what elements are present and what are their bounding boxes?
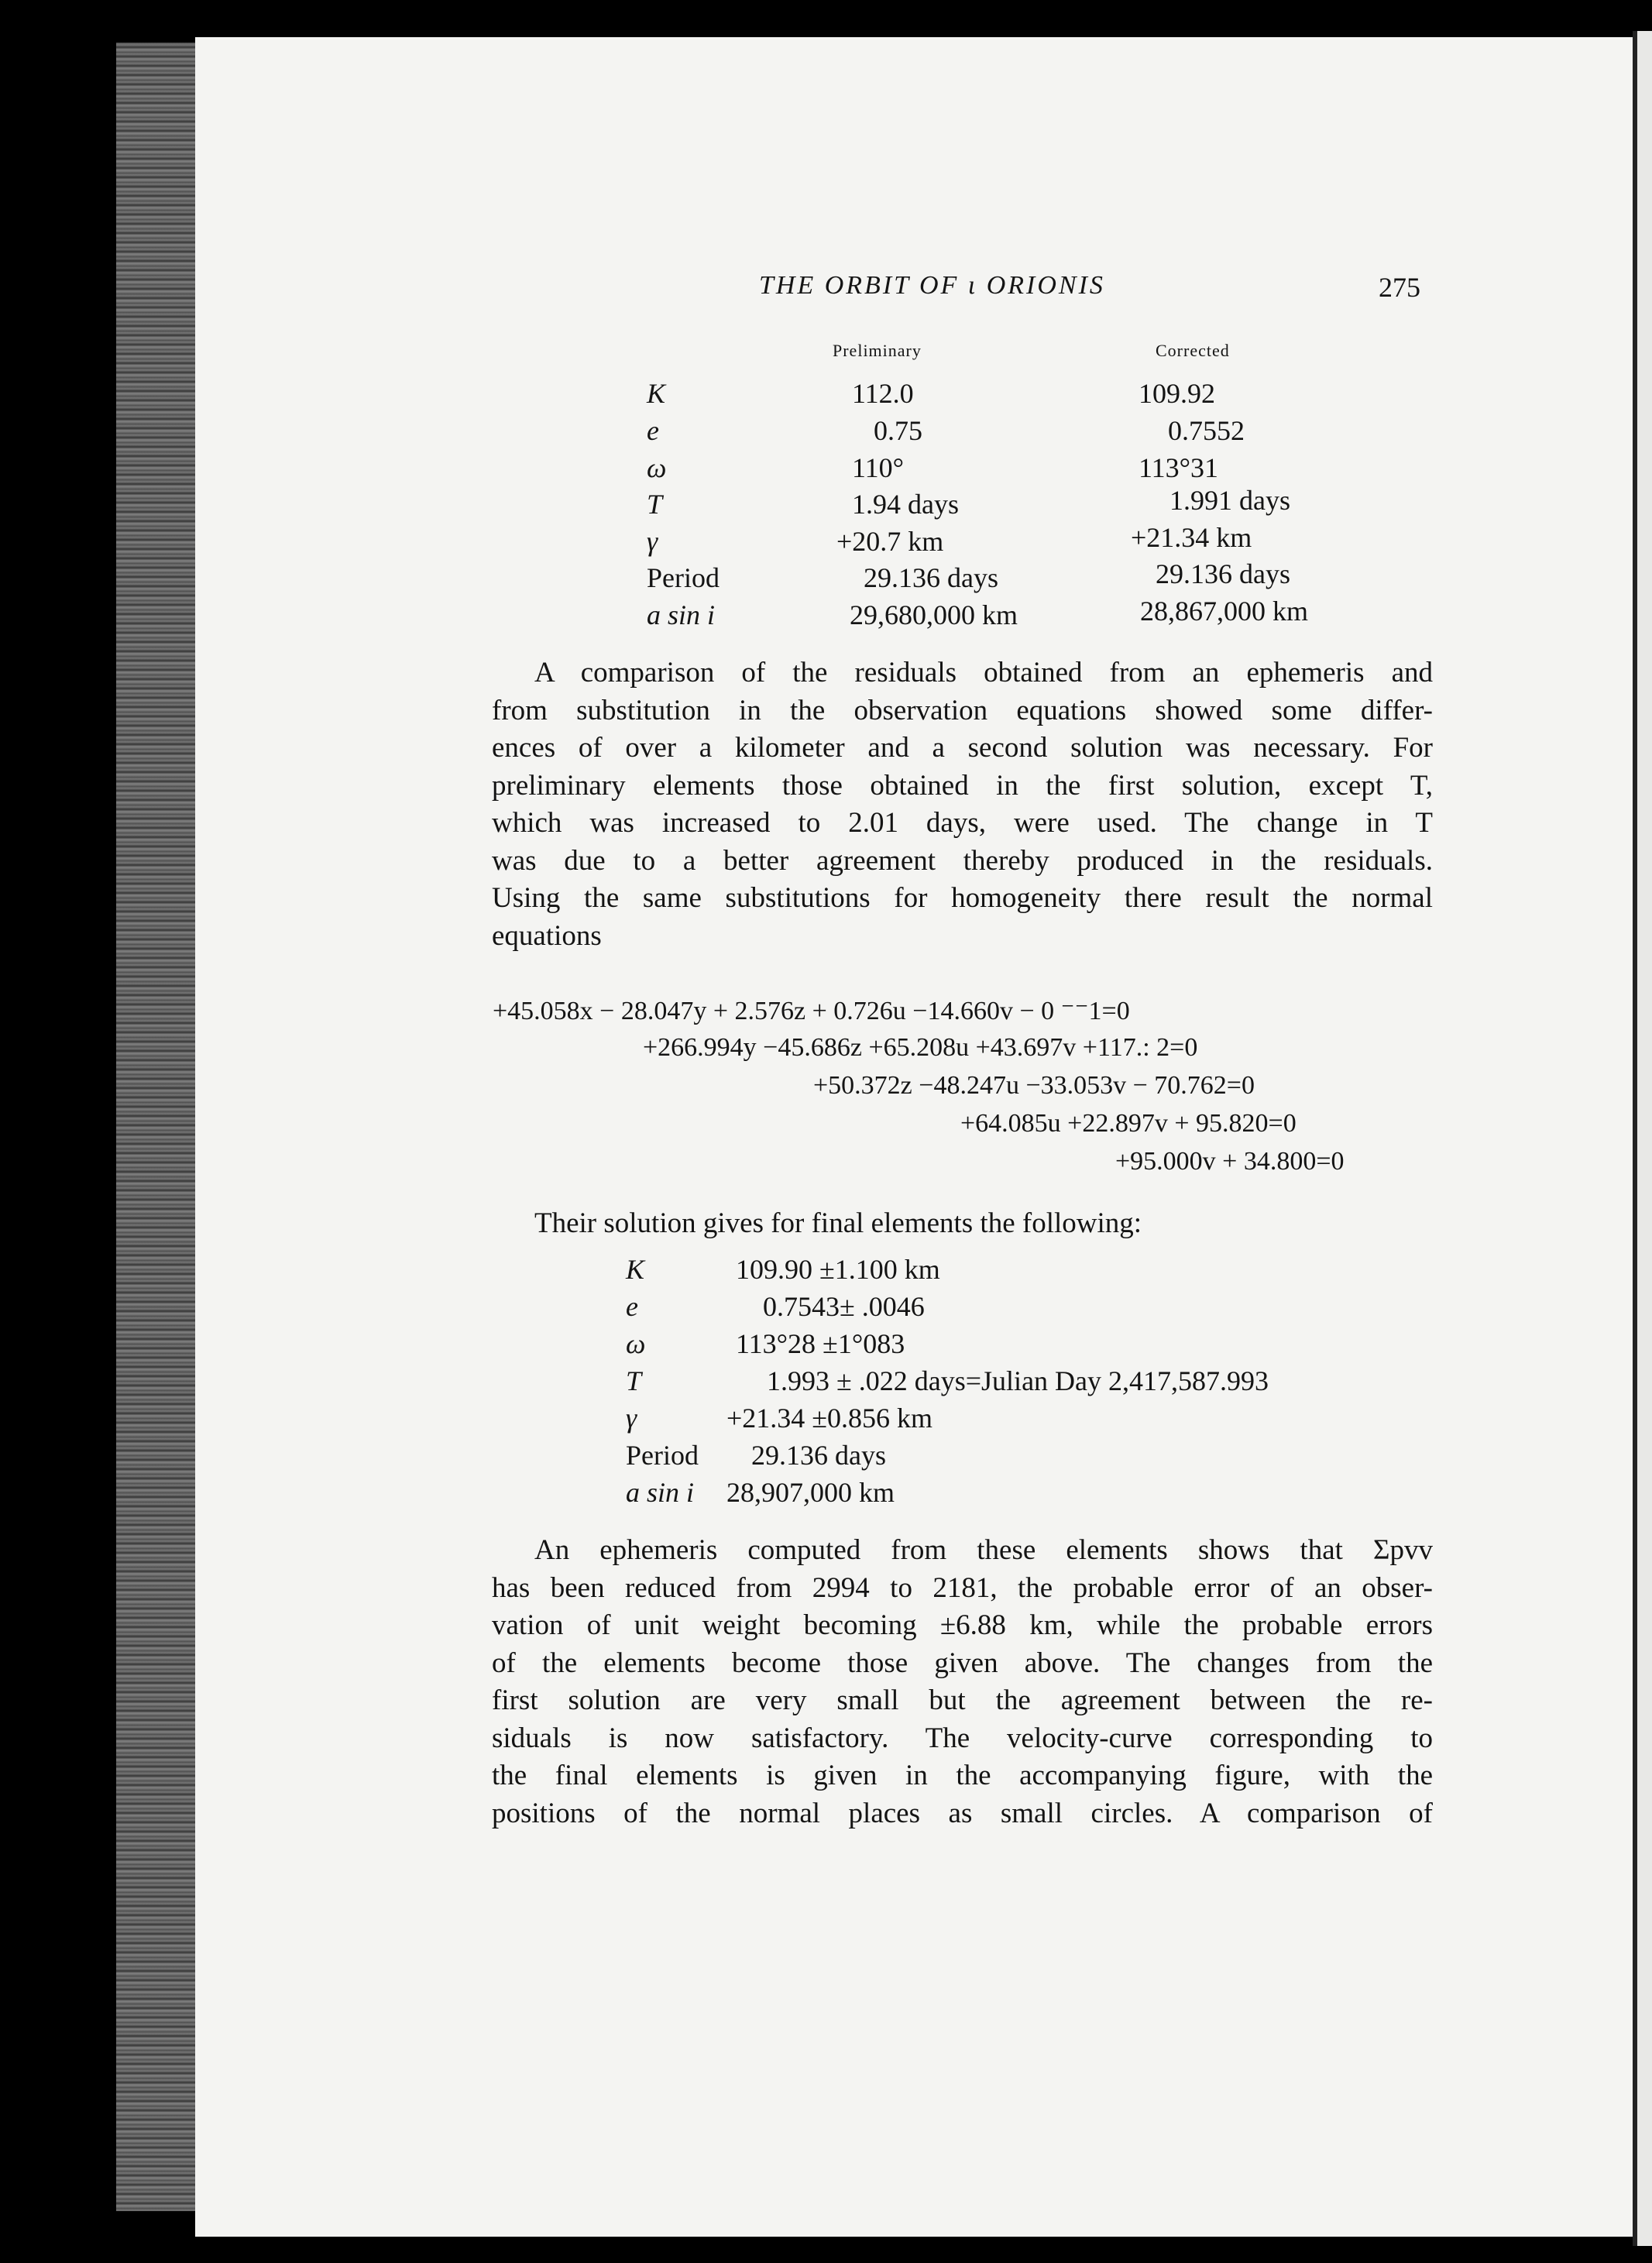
- table-row-symbol: a sin i: [647, 599, 716, 630]
- final-element-symbol: e: [626, 1291, 638, 1322]
- running-title: THE ORBIT OF ι ORIONIS: [759, 271, 1105, 300]
- table-row-symbol: e: [647, 415, 659, 446]
- final-element-symbol: T: [626, 1365, 642, 1396]
- final-element-symbol: Period: [626, 1440, 699, 1471]
- table-cell-preliminary: +20.7 km: [836, 526, 944, 557]
- text-line: ences of over a kilometer and a second solution was necessary. For: [492, 732, 1433, 764]
- table-cell-corrected: 29.136 days: [1156, 558, 1290, 589]
- table-cell-corrected: 113°31: [1139, 452, 1219, 483]
- table-cell-preliminary: 0.75: [874, 415, 922, 446]
- book-page: [195, 37, 1636, 2237]
- text-line: positions of the normal places as small circles. A comparison of: [492, 1797, 1433, 1829]
- table-row-symbol: K: [647, 378, 666, 409]
- final-element-value: 28,907,000 km: [726, 1477, 895, 1508]
- scan-binding-edge: [116, 43, 201, 2211]
- final-element-symbol: ω: [626, 1328, 646, 1359]
- text-line: A comparison of the residuals obtained from an ephemeris and: [534, 657, 1433, 689]
- final-element-value: 0.7543± .0046: [763, 1291, 925, 1322]
- text-line: first solution are very small but the agreement between the re-: [492, 1684, 1433, 1716]
- paragraph-ephemeris: [492, 1532, 1433, 1832]
- table-cell-preliminary: 1.94 days: [852, 489, 959, 520]
- page-number: 275: [1379, 272, 1420, 303]
- table-cell-preliminary: 29,680,000 km: [850, 599, 1018, 630]
- text-line: An ephemeris computed from these elements shows that Σpvv: [534, 1534, 1433, 1566]
- text-line: Using the same substitutions for homogeneity there result the normal: [492, 882, 1433, 914]
- table-cell-preliminary: 112.0: [852, 378, 914, 409]
- final-elements-intro: Their solution gives for final elements the following:: [534, 1207, 1142, 1239]
- table-cell-corrected: 1.991 days: [1169, 485, 1290, 516]
- final-element-symbol: γ: [626, 1403, 637, 1434]
- table-cell-corrected: 109.92: [1139, 378, 1215, 409]
- equation-line: +266.994y −45.686z +65.208u +43.697v +117.: 2=0: [643, 1033, 1198, 1062]
- text-line: of the elements become those given above. The changes from the: [492, 1647, 1433, 1679]
- final-element-value: 29.136 days: [751, 1440, 886, 1471]
- column-header-preliminary: Preliminary: [833, 341, 922, 360]
- text-line: vation of unit weight becoming ±6.88 km, while the probable errors: [492, 1609, 1433, 1641]
- text-line: preliminary elements those obtained in the first solution, except T,: [492, 769, 1433, 802]
- table-cell-corrected: 0.7552: [1168, 415, 1245, 446]
- table-row-symbol: ω: [647, 452, 667, 483]
- text-line: the final elements is given in the accompanying figure, with the: [492, 1760, 1433, 1791]
- text-line: has been reduced from 2994 to 2181, the probable error of an obser-: [492, 1571, 1433, 1604]
- final-element-symbol: K: [626, 1254, 645, 1285]
- text-line: was due to a better agreement thereby produced in the residuals.: [492, 844, 1433, 877]
- table-cell-corrected: 28,867,000 km: [1140, 596, 1309, 627]
- table-cell-corrected: +21.34 km: [1131, 522, 1252, 553]
- final-element-value: +21.34 ±0.856 km: [726, 1403, 933, 1434]
- equation-line: +50.372z −48.247u −33.053v − 70.762=0: [813, 1071, 1255, 1100]
- column-header-corrected: Corrected: [1156, 341, 1230, 360]
- text-line: from substitution in the observation equations showed some differ-: [492, 694, 1433, 726]
- text-line: which was increased to 2.01 days, were used. The change in T: [492, 807, 1433, 839]
- final-element-value: 1.993 ± .022 days=Julian Day 2,417,587.993: [767, 1365, 1269, 1396]
- paragraph-comparison: [492, 654, 1433, 955]
- final-element-value: 113°28 ±1°083: [736, 1328, 905, 1359]
- equation-line: +45.058x − 28.047y + 2.576z + 0.726u −14.660v − 0 ⁻⁻1=0: [493, 997, 1130, 1025]
- equation-line: +64.085u +22.897v + 95.820=0: [960, 1109, 1297, 1138]
- equation-line: +95.000v + 34.800=0: [1115, 1147, 1345, 1176]
- table-row-symbol: T: [647, 489, 663, 520]
- table-cell-preliminary: 110°: [852, 452, 905, 483]
- text-line: siduals is now satisfactory. The velocity-curve corresponding to: [492, 1722, 1433, 1754]
- final-element-symbol: a sin i: [626, 1477, 695, 1508]
- table-row-symbol: Period: [647, 562, 720, 593]
- page-right-edge: [1633, 31, 1652, 2246]
- table-row-symbol: γ: [647, 526, 658, 557]
- text-line: equations: [492, 919, 602, 952]
- table-cell-preliminary: 29.136 days: [864, 562, 998, 593]
- final-element-value: 109.90 ±1.100 km: [736, 1254, 940, 1285]
